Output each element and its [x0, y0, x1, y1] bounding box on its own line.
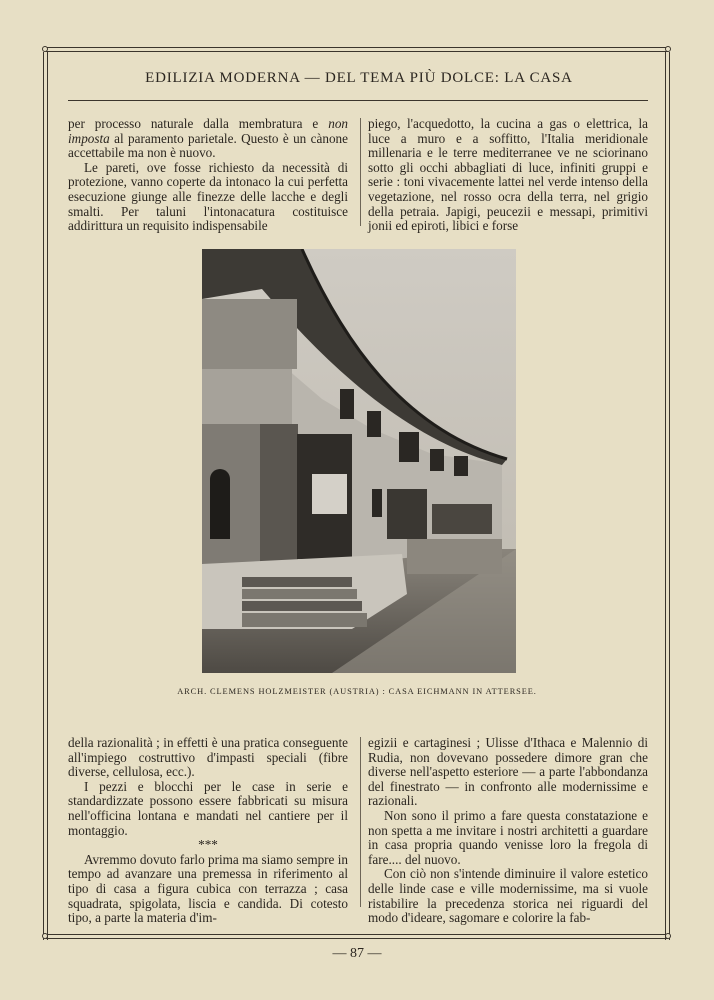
top-right-column — [368, 117, 648, 234]
top-left-column — [68, 117, 348, 234]
frame-left-rule — [43, 52, 48, 940]
frame-top-rule — [46, 47, 668, 52]
bottom-left-column — [68, 736, 348, 926]
paragraph: per processo naturale dalla membratura e non imposta al paramento parietale. Questo è un cànone accettabile ma non è nuovo. — [68, 116, 348, 161]
frame-right-rule — [665, 52, 670, 940]
frame-corner-ornament — [665, 46, 671, 52]
section-break: *** — [198, 837, 218, 853]
paragraph: egizii e cartaginesi ; Ulisse d'Ithaca e Malennio di Rudia, non dovevano possedere dimore gran che diverse nell'aspetto esteriore — a parte l'abbondanza del finestrato — in confronto alle modernissime e razionali. — [368, 735, 648, 809]
paragraph: Le pareti, ove fosse richiesto da necessità di protezione, vanno coperte da intonaco la cui perfetta esecuzione giunge alle finezze delle lacche e degli smalti. Per taluni l'intonacatura costituisce addirittura un requisito indispensabile — [68, 159, 348, 234]
paragraph: piego, l'acquedotto, la cucina a gas o elettrica, la luce a muro e a soffitto, l'Italia meridionale millenaria e le terre mediterranee ve ne sciorinano sotto gli occhi abbagliati di luce, infiniti gruppi e serie : toni vivacemente lattei nel verde intenso della vegetazione, nel rosso ocra della terra, nel grigio della petraia. Japigi, peucezii e messapi, primitivi jonii ed epiroti, libici e forse — [368, 116, 648, 234]
frame-bottom-rule — [46, 934, 668, 939]
photo-caption: ARCH. CLEMENS HOLZMEISTER (AUSTRIA) : CASA EICHMANN IN ATTERSEE. — [177, 687, 537, 696]
paragraph: Avremmo dovuto farlo prima ma siamo sempre in tempo ad avanzare una premessa in riferimento al tipo di casa a figura cubica con terrazza ; casa squadrata, spigolata, liscia e candida. Di cotesto tipo, a parte la materia d'im- — [68, 851, 348, 926]
frame-corner-ornament — [42, 46, 48, 52]
frame-corner-ornament — [665, 933, 671, 939]
header-rule — [68, 100, 648, 101]
paragraph: Non sono il primo a fare questa constatazione e non spetta a me invitare i nostri architetti a guardare in casa propria quando venisse loro la fregola di fare.... del nuovo. — [368, 807, 648, 867]
emphasis: non imposta — [68, 116, 348, 146]
frame-corner-ornament — [42, 933, 48, 939]
house-illustration — [202, 249, 516, 673]
house-photograph — [202, 249, 516, 673]
running-header: EDILIZIA MODERNA — DEL TEMA PIÙ DOLCE: LA CASA — [145, 70, 573, 86]
bottom-right-column — [368, 736, 648, 926]
paragraph: I pezzi e blocchi per le case in serie e standardizzate possono essere fabbricati su misura nell'officina lontana e mandati nel cantiere per il montaggio. — [68, 778, 348, 838]
column-divider — [360, 737, 361, 907]
paragraph: Con ciò non s'intende diminuire il valore estetico delle linde case e ville modernissime, ma si vuole ristabilire la precedenza storica nei riguardi del modo d'ideare, sagomare e colorire la fab- — [368, 866, 648, 926]
column-divider — [360, 118, 361, 226]
paragraph: della razionalità ; in effetti è una pratica conseguente all'impiego costruttivo d'impasti speciali (fibre diverse, cellulosa, ecc.). — [68, 735, 348, 780]
page-number: — 87 — — [332, 946, 382, 961]
